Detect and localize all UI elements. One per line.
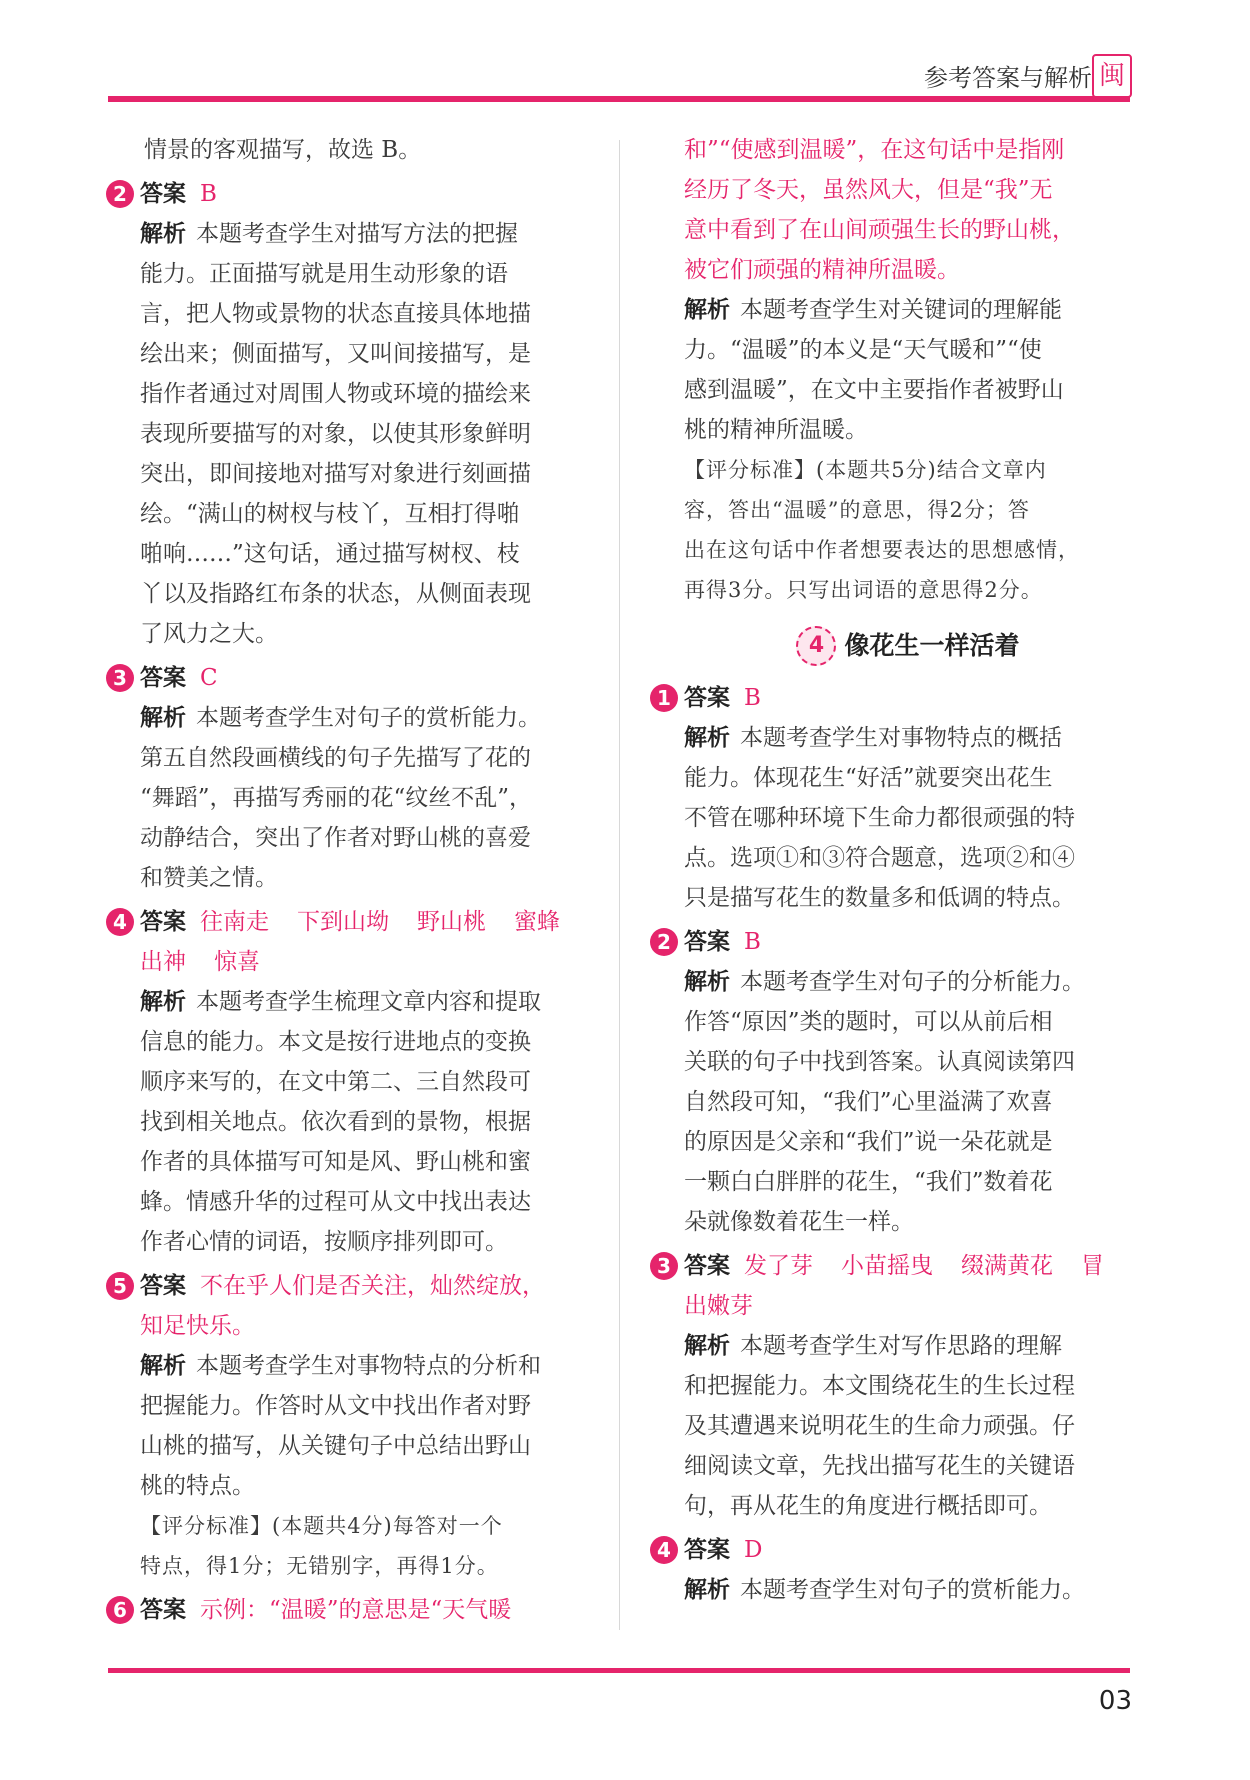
text-line: 能力。正面描写就是用生动形象的语 xyxy=(140,261,508,287)
scoring-line: 特点，得1分；无错别字，再得1分。 xyxy=(140,1554,499,1578)
answer-item: 往南走 xyxy=(200,909,269,935)
answer-item: 冒 xyxy=(1081,1253,1104,1279)
answer-value: 不在乎人们是否关注，灿然绽放， xyxy=(200,1273,545,1299)
text-line: 力。“温暖”的本义是“天气暖和”“使 xyxy=(684,337,1042,363)
answer-item: 缀满黄花 xyxy=(961,1253,1053,1279)
text-line: 言，把人物或景物的状态直接具体地描 xyxy=(140,301,531,327)
footer-rule xyxy=(108,1668,1130,1673)
question-4 xyxy=(113,902,588,1262)
text-line: 桃的精神所温暖。 xyxy=(684,417,868,443)
text-line: 和赞美之情。 xyxy=(140,865,278,891)
question-number: 3 xyxy=(106,664,134,692)
text-line: 丫以及指路红布条的状态，从侧面表现 xyxy=(140,581,531,607)
answer-value: D xyxy=(744,1537,763,1563)
answer-item: 蜜蜂 xyxy=(514,909,560,935)
page-number: 03 xyxy=(1098,1686,1132,1716)
question-2 xyxy=(113,174,588,654)
text-line: 细阅读文章，先找出描写花生的关键语 xyxy=(684,1453,1075,1479)
answer-label: 答案 xyxy=(140,665,186,691)
question-number: 5 xyxy=(106,1272,134,1300)
answer-item: 发了芽 xyxy=(744,1253,813,1279)
answer-continuation: 经历了冬天，虽然风大，但是“我”无 xyxy=(684,177,1053,203)
analysis-label: 解析 xyxy=(684,297,730,323)
answer-label: 答案 xyxy=(140,1597,186,1623)
text-line: 能力。体现花生“好活”就要突出花生 xyxy=(684,765,1053,791)
text-line: 感到温暖”，在文中主要指作者被野山 xyxy=(684,377,1064,403)
answer-label: 答案 xyxy=(684,685,730,711)
answer-item: 下到山坳 xyxy=(297,909,389,935)
question-number: 4 xyxy=(106,908,134,936)
answer-label: 答案 xyxy=(684,1253,730,1279)
section-title: 像花生一样活着 xyxy=(844,631,1020,660)
text-line: 绘。“满山的树杈与枝丫，互相打得啪 xyxy=(140,501,520,527)
answer-label: 答案 xyxy=(140,909,186,935)
section-number: 4 xyxy=(796,626,836,666)
answer-label: 答案 xyxy=(684,1537,730,1563)
answer-label: 答案 xyxy=(140,181,186,207)
text-line: 朵就像数着花生一样。 xyxy=(684,1209,914,1235)
answer-value: B xyxy=(744,685,761,711)
analysis-label: 解析 xyxy=(684,1333,730,1359)
scoring-line: 出在这句话中作者想要表达的思想感情， xyxy=(684,538,1080,562)
text-line: 本题考查学生对句子的分析能力。 xyxy=(740,969,1085,995)
answer-value: B xyxy=(744,929,761,955)
answer-value: C xyxy=(200,665,218,691)
analysis-label: 解析 xyxy=(684,1577,730,1603)
question-number: 6 xyxy=(106,1596,134,1624)
scoring-line: 【评分标准】(本题共5分)结合文章内 xyxy=(684,458,1047,482)
answer-item: 小苗摇曳 xyxy=(841,1253,933,1279)
column-divider xyxy=(619,140,620,1630)
page-header-title: 参考答案与解析 xyxy=(924,64,1092,92)
text-line: 一颗白白胖胖的花生，“我们”数着花 xyxy=(684,1169,1053,1195)
text-line: 本题考查学生对事物特点的概括 xyxy=(740,725,1062,751)
text-line: 情景的客观描写，故选 B。 xyxy=(144,137,422,163)
text-line: 了风力之大。 xyxy=(140,621,278,647)
answer-value: 示例：“温暖”的意思是“天气暖 xyxy=(200,1597,512,1623)
text-line: 本题考查学生对句子的赏析能力。 xyxy=(196,705,541,731)
text-line: 信息的能力。本文是按行进地点的变换 xyxy=(140,1029,531,1055)
header-rule xyxy=(108,96,1130,102)
question-number: 2 xyxy=(106,180,134,208)
question-number: 1 xyxy=(650,684,678,712)
analysis-label: 解析 xyxy=(140,705,186,731)
text-line: 桃的特点。 xyxy=(140,1473,255,1499)
answer-label: 答案 xyxy=(684,929,730,955)
text-line: 本题考查学生对写作思路的理解 xyxy=(740,1333,1062,1359)
answer-value: 知足快乐。 xyxy=(140,1313,255,1339)
text-line: 蜂。情感升华的过程可从文中找出表达 xyxy=(140,1189,531,1215)
text-line: 山桃的描写，从关键句子中总结出野山 xyxy=(140,1433,531,1459)
scoring-line: 再得3分。只写出词语的意思得2分。 xyxy=(684,578,1043,602)
left-column xyxy=(113,130,588,1630)
text-line: 只是描写花生的数量多和低调的特点。 xyxy=(684,885,1075,911)
text-line: 作者的具体描写可知是风、野山桃和蜜 xyxy=(140,1149,531,1175)
analysis-label: 解析 xyxy=(140,221,186,247)
question-number: 4 xyxy=(650,1536,678,1564)
analysis-label: 解析 xyxy=(140,989,186,1015)
section-heading xyxy=(684,616,1132,674)
text-line: 的原因是父亲和“我们”说一朵花就是 xyxy=(684,1129,1053,1155)
text-line: 本题考查学生对句子的赏析能力。 xyxy=(740,1577,1085,1603)
answer-item: 出嫩芽 xyxy=(684,1293,753,1319)
text-line: “舞蹈”，再描写秀丽的花“纹丝不乱”， xyxy=(140,785,533,811)
section-question-3 xyxy=(657,1246,1132,1526)
section-question-4 xyxy=(657,1530,1132,1610)
answer-item: 野山桃 xyxy=(417,909,486,935)
section-question-1 xyxy=(657,678,1132,918)
answer-label: 答案 xyxy=(140,1273,186,1299)
scoring-line: 容，答出“温暖”的意思，得2分；答 xyxy=(684,498,1030,522)
text-line: 作答“原因”类的题时，可以从前后相 xyxy=(684,1009,1053,1035)
text-line: 关联的句子中找到答案。认真阅读第四 xyxy=(684,1049,1075,1075)
text-line: 和把握能力。本文围绕花生的生长过程 xyxy=(684,1373,1075,1399)
answer-continuation: 和”“使感到温暖”，在这句话中是指刚 xyxy=(684,137,1065,163)
text-line: 本题考查学生梳理文章内容和提取 xyxy=(196,989,541,1015)
text-line: 第五自然段画横线的句子先描写了花的 xyxy=(140,745,531,771)
text-line: 及其遭遇来说明花生的生命力顽强。仔 xyxy=(684,1413,1075,1439)
question-6 xyxy=(113,1590,588,1630)
text-line: 本题考查学生对关键词的理解能 xyxy=(740,297,1062,323)
text-line: 句，再从花生的角度进行概括即可。 xyxy=(684,1493,1052,1519)
text-line: 表现所要描写的对象，以使其形象鲜明 xyxy=(140,421,531,447)
question-number: 2 xyxy=(650,928,678,956)
text-line: 作者心情的词语，按顺序排列即可。 xyxy=(140,1229,508,1255)
answer-item: 出神 xyxy=(140,949,186,975)
right-column xyxy=(657,130,1132,1610)
text-line: 找到相关地点。依次看到的景物，根据 xyxy=(140,1109,531,1135)
answer-value: B xyxy=(200,181,217,207)
section-question-2 xyxy=(657,922,1132,1242)
text-line: 本题考查学生对事物特点的分析和 xyxy=(196,1353,541,1379)
text-line: 动静结合，突出了作者对野山桃的喜爱 xyxy=(140,825,531,851)
answer-item: 惊喜 xyxy=(214,949,260,975)
question-number: 3 xyxy=(650,1252,678,1280)
text-line: 突出，即间接地对描写对象进行刻画描 xyxy=(140,461,531,487)
text-line: 啪响……”这句话，通过描写树杈、枝 xyxy=(140,541,520,567)
text-line: 不管在哪种环境下生命力都很顽强的特 xyxy=(684,805,1075,831)
text-line: 指作者通过对周围人物或环境的描绘来 xyxy=(140,381,531,407)
question-5 xyxy=(113,1266,588,1586)
scoring-line: 【评分标准】(本题共4分)每答对一个 xyxy=(140,1514,503,1538)
text-line: 把握能力。作答时从文中找出作者对野 xyxy=(140,1393,531,1419)
analysis-label: 解析 xyxy=(140,1353,186,1379)
text-line: 点。选项①和③符合题意，选项②和④ xyxy=(684,845,1075,871)
region-badge: 闽 xyxy=(1092,54,1132,98)
analysis-label: 解析 xyxy=(684,725,730,751)
analysis-label: 解析 xyxy=(684,969,730,995)
answer-continuation: 意中看到了在山间顽强生长的野山桃， xyxy=(684,217,1075,243)
text-line: 顺序来写的，在文中第二、三自然段可 xyxy=(140,1069,531,1095)
question-3 xyxy=(113,658,588,898)
text-line: 绘出来；侧面描写，又叫间接描写，是 xyxy=(140,341,531,367)
text-line: 本题考查学生对描写方法的把握 xyxy=(196,221,518,247)
answer-continuation: 被它们顽强的精神所温暖。 xyxy=(684,257,960,283)
text-line: 自然段可知，“我们”心里溢满了欢喜 xyxy=(684,1089,1053,1115)
